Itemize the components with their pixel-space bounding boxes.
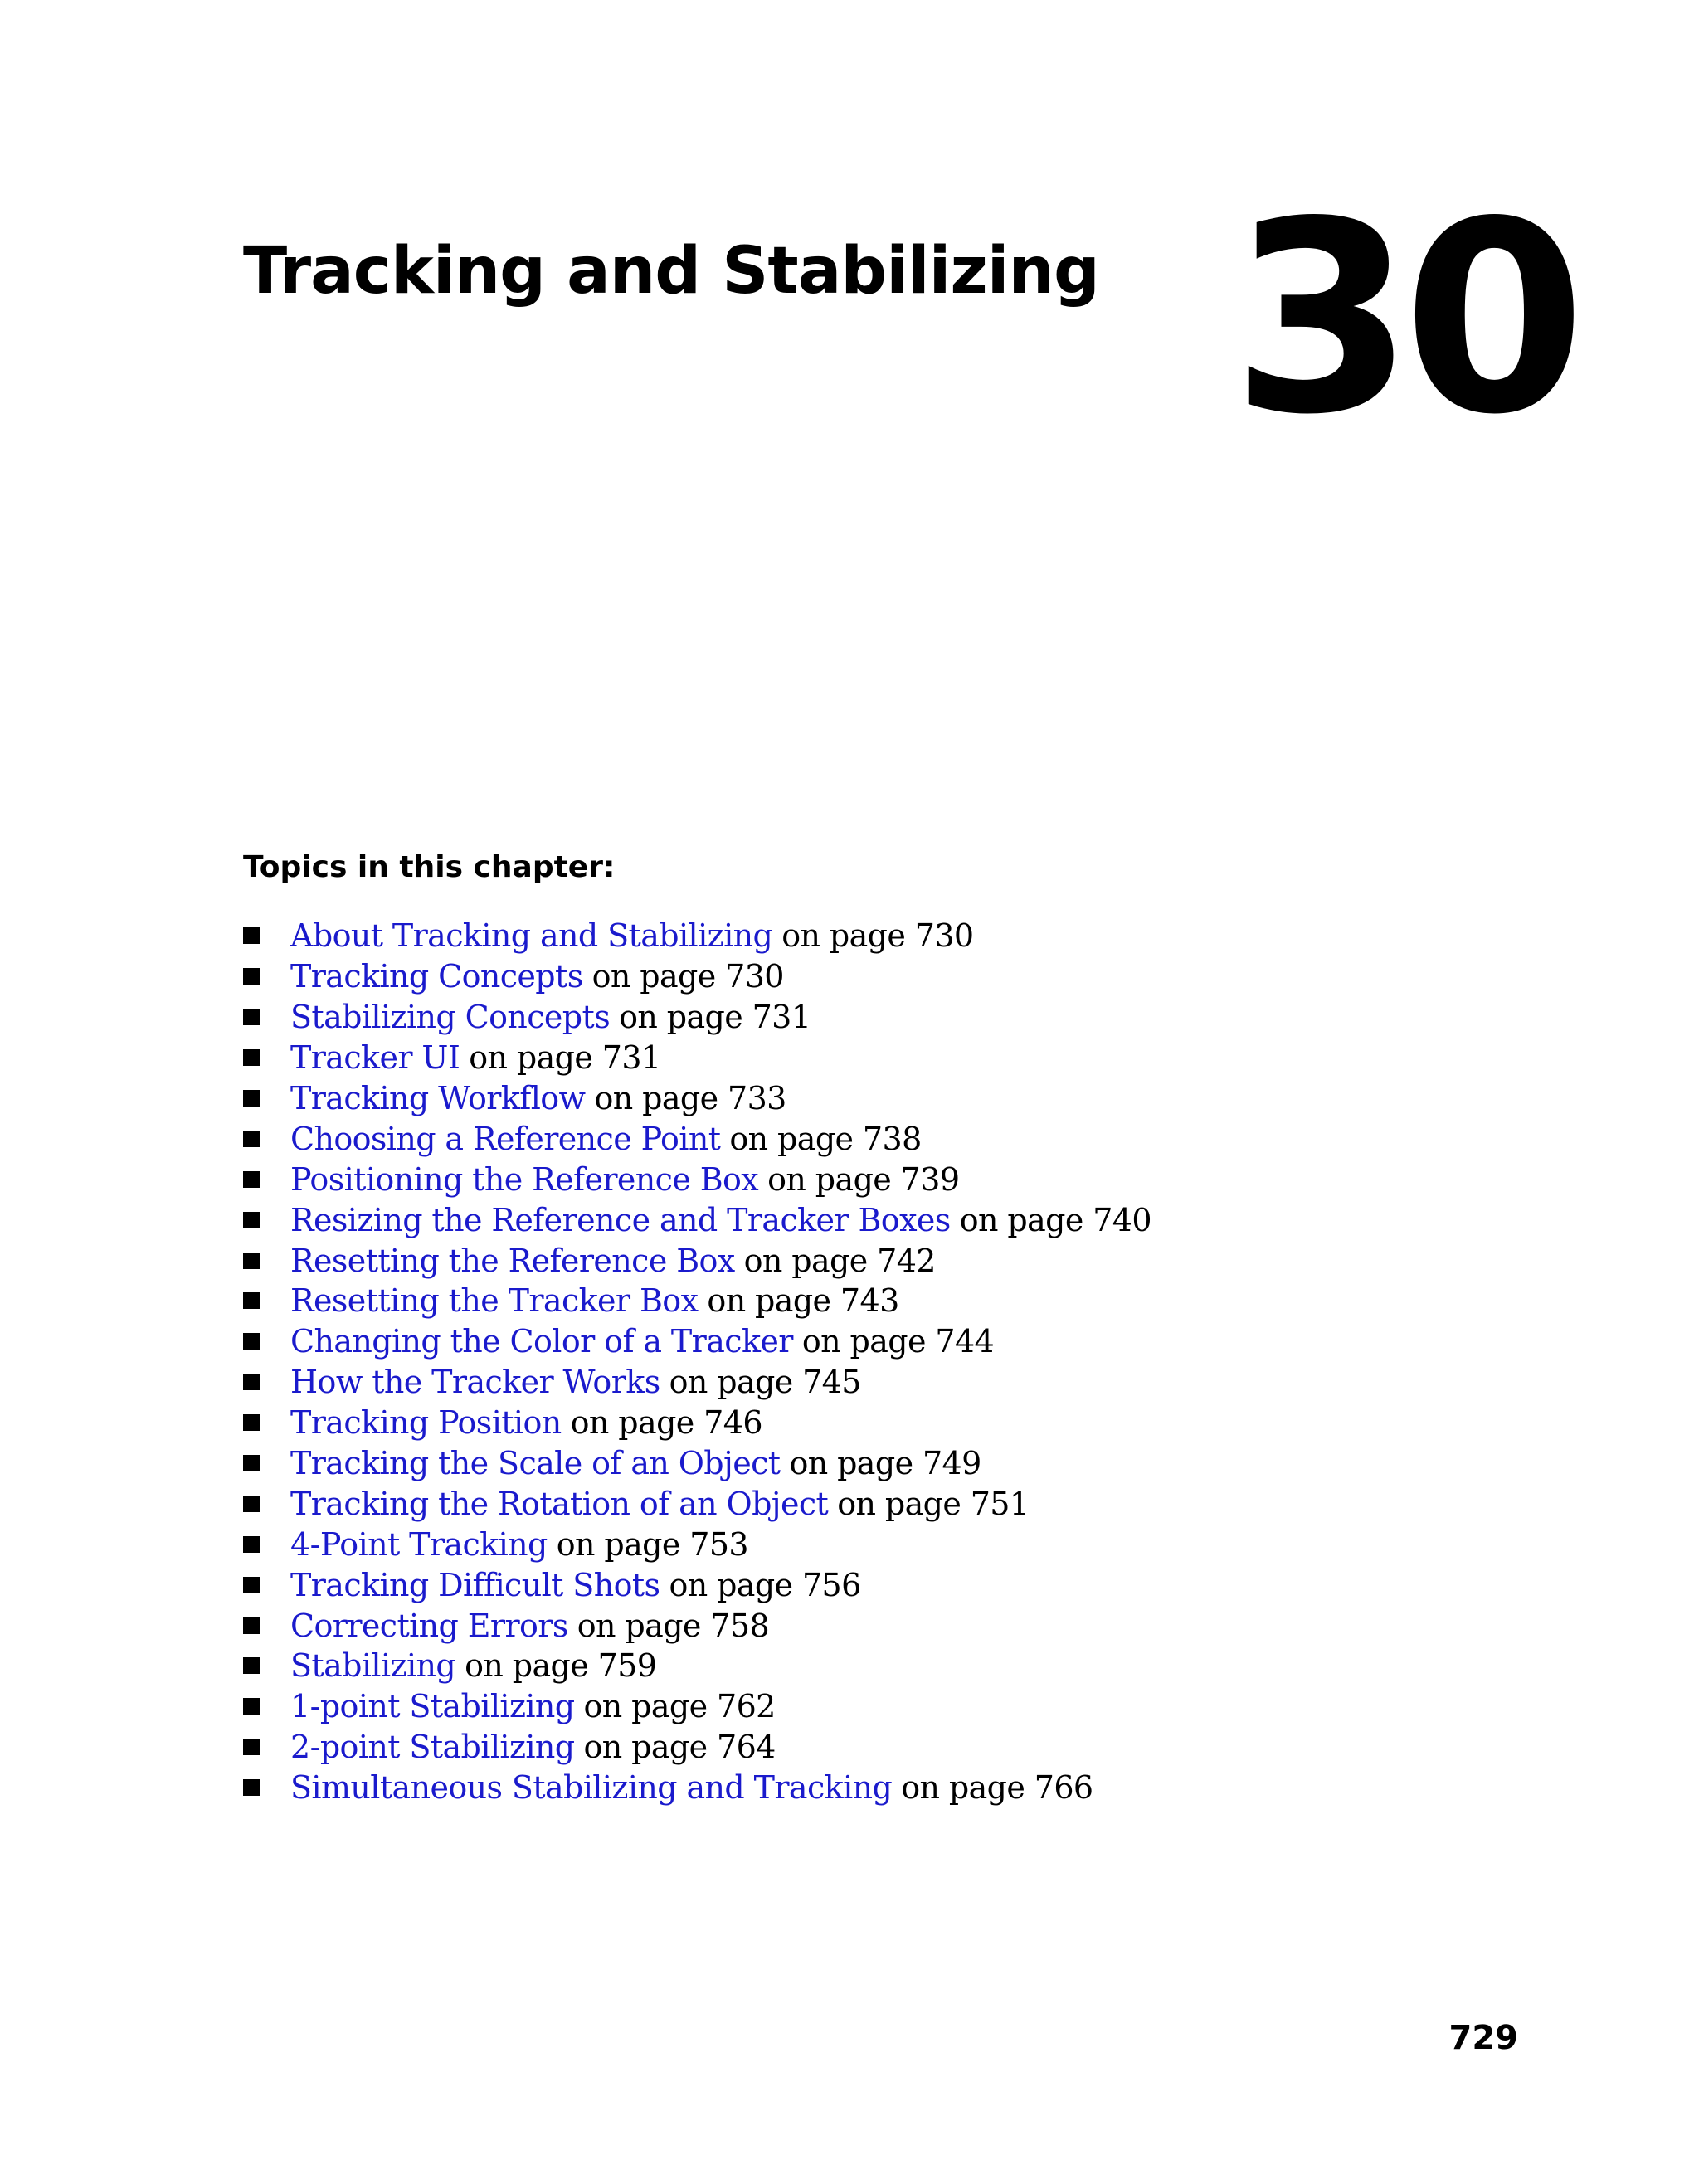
topic-link[interactable]: Changing the Color of a Tracker <box>290 1323 793 1360</box>
topic-link[interactable]: Tracking the Rotation of an Object <box>290 1485 829 1522</box>
topic-item <box>243 1199 1151 1240</box>
topic-link[interactable]: Tracking Position <box>290 1404 562 1442</box>
topic-item <box>243 1686 1151 1727</box>
bullet-icon <box>243 1577 260 1593</box>
topic-item <box>243 1078 1151 1119</box>
topic-item <box>243 1727 1151 1768</box>
topic-link[interactable]: Positioning the Reference Box <box>290 1160 759 1198</box>
topic-link[interactable]: Stabilizing <box>290 1647 456 1685</box>
topic-page-ref: on page 762 <box>583 1688 776 1725</box>
topic-link[interactable]: Correcting Errors <box>290 1607 568 1644</box>
topic-item <box>243 1159 1151 1199</box>
topic-item <box>243 1118 1151 1159</box>
topic-page-ref: on page 751 <box>837 1485 1030 1522</box>
topic-link[interactable]: Tracking the Scale of an Object <box>290 1445 781 1482</box>
topic-link[interactable]: Resizing the Reference and Tracker Boxes <box>290 1201 951 1238</box>
topics-heading: Topics in this chapter: <box>243 850 616 884</box>
topic-item <box>243 1362 1151 1403</box>
bullet-icon <box>243 1131 260 1147</box>
topic-page-ref: on page 744 <box>801 1323 995 1360</box>
topic-link[interactable]: Stabilizing Concepts <box>290 999 611 1036</box>
topic-item <box>243 1403 1151 1443</box>
topic-item <box>243 916 1151 956</box>
topic-page-ref: on page 749 <box>789 1445 981 1482</box>
topic-link[interactable]: Resetting the Tracker Box <box>290 1282 699 1320</box>
topic-page-ref: on page 739 <box>767 1160 960 1198</box>
topic-item <box>243 1443 1151 1484</box>
page-number: 729 <box>1448 2019 1518 2057</box>
topic-link[interactable]: Simultaneous Stabilizing and Tracking <box>290 1769 893 1807</box>
topic-link[interactable]: Resetting the Reference Box <box>290 1242 735 1279</box>
topic-page-ref: on page 733 <box>594 1080 786 1116</box>
bullet-icon <box>243 1496 260 1512</box>
topic-link[interactable]: Tracking Workflow <box>290 1080 586 1116</box>
bullet-icon <box>243 1090 260 1107</box>
bullet-icon <box>243 1698 260 1715</box>
topic-item <box>243 1768 1151 1808</box>
topic-page-ref: on page 759 <box>465 1647 657 1685</box>
topic-link[interactable]: 4-Point Tracking <box>290 1525 548 1563</box>
topic-item <box>243 1281 1151 1321</box>
topic-page-ref: on page 731 <box>469 1039 661 1077</box>
bullet-icon <box>243 1617 260 1634</box>
topic-link[interactable]: 1-point Stabilizing <box>290 1688 575 1725</box>
topic-item <box>243 956 1151 997</box>
bullet-icon <box>243 1253 260 1269</box>
topic-link[interactable]: Tracker UI <box>290 1039 460 1077</box>
topic-item <box>243 1524 1151 1564</box>
topic-page-ref: on page 730 <box>591 958 784 995</box>
bullet-icon <box>243 1414 260 1431</box>
chapter-number: 30 <box>1230 165 1575 472</box>
bullet-icon <box>243 1049 260 1066</box>
topic-link[interactable]: Tracking Concepts <box>290 958 583 995</box>
topic-page-ref: on page 746 <box>570 1404 762 1442</box>
topic-page-ref: on page 731 <box>619 999 811 1036</box>
bullet-icon <box>243 968 260 985</box>
topic-item <box>243 1038 1151 1078</box>
topic-item <box>243 1646 1151 1686</box>
topic-item <box>243 1321 1151 1362</box>
topic-page-ref: on page 740 <box>959 1201 1151 1238</box>
topic-item <box>243 1564 1151 1605</box>
bullet-icon <box>243 1333 260 1350</box>
topic-list <box>243 916 1151 1808</box>
bullet-icon <box>243 1657 260 1674</box>
topic-page-ref: on page 738 <box>729 1120 922 1157</box>
topic-link[interactable]: Choosing a Reference Point <box>290 1120 721 1157</box>
topic-item <box>243 1240 1151 1281</box>
topic-link[interactable]: 2-point Stabilizing <box>290 1729 575 1766</box>
topic-page-ref: on page 743 <box>707 1282 899 1320</box>
topic-page-ref: on page 756 <box>669 1566 861 1603</box>
topic-page-ref: on page 730 <box>781 917 974 955</box>
topic-page-ref: on page 758 <box>577 1607 770 1644</box>
bullet-icon <box>243 927 260 944</box>
topic-link[interactable]: Tracking Difficult Shots <box>290 1566 660 1603</box>
bullet-icon <box>243 1455 260 1471</box>
topic-link[interactable]: How the Tracker Works <box>290 1364 660 1401</box>
topic-page-ref: on page 766 <box>901 1769 1093 1807</box>
bullet-icon <box>243 1536 260 1553</box>
bullet-icon <box>243 1212 260 1228</box>
topic-page-ref: on page 742 <box>743 1242 936 1279</box>
topic-page-ref: on page 745 <box>669 1364 861 1401</box>
topic-link[interactable]: About Tracking and Stabilizing <box>290 917 773 955</box>
topic-item <box>243 1605 1151 1646</box>
bullet-icon <box>243 1374 260 1390</box>
topic-item <box>243 1483 1151 1524</box>
bullet-icon <box>243 1292 260 1309</box>
bullet-icon <box>243 1739 260 1755</box>
topic-page-ref: on page 753 <box>556 1525 748 1563</box>
bullet-icon <box>243 1009 260 1025</box>
bullet-icon <box>243 1779 260 1796</box>
topic-item <box>243 997 1151 1038</box>
topic-page-ref: on page 764 <box>583 1729 776 1766</box>
bullet-icon <box>243 1171 260 1188</box>
chapter-title: Tracking and Stabilizing <box>243 234 1099 309</box>
